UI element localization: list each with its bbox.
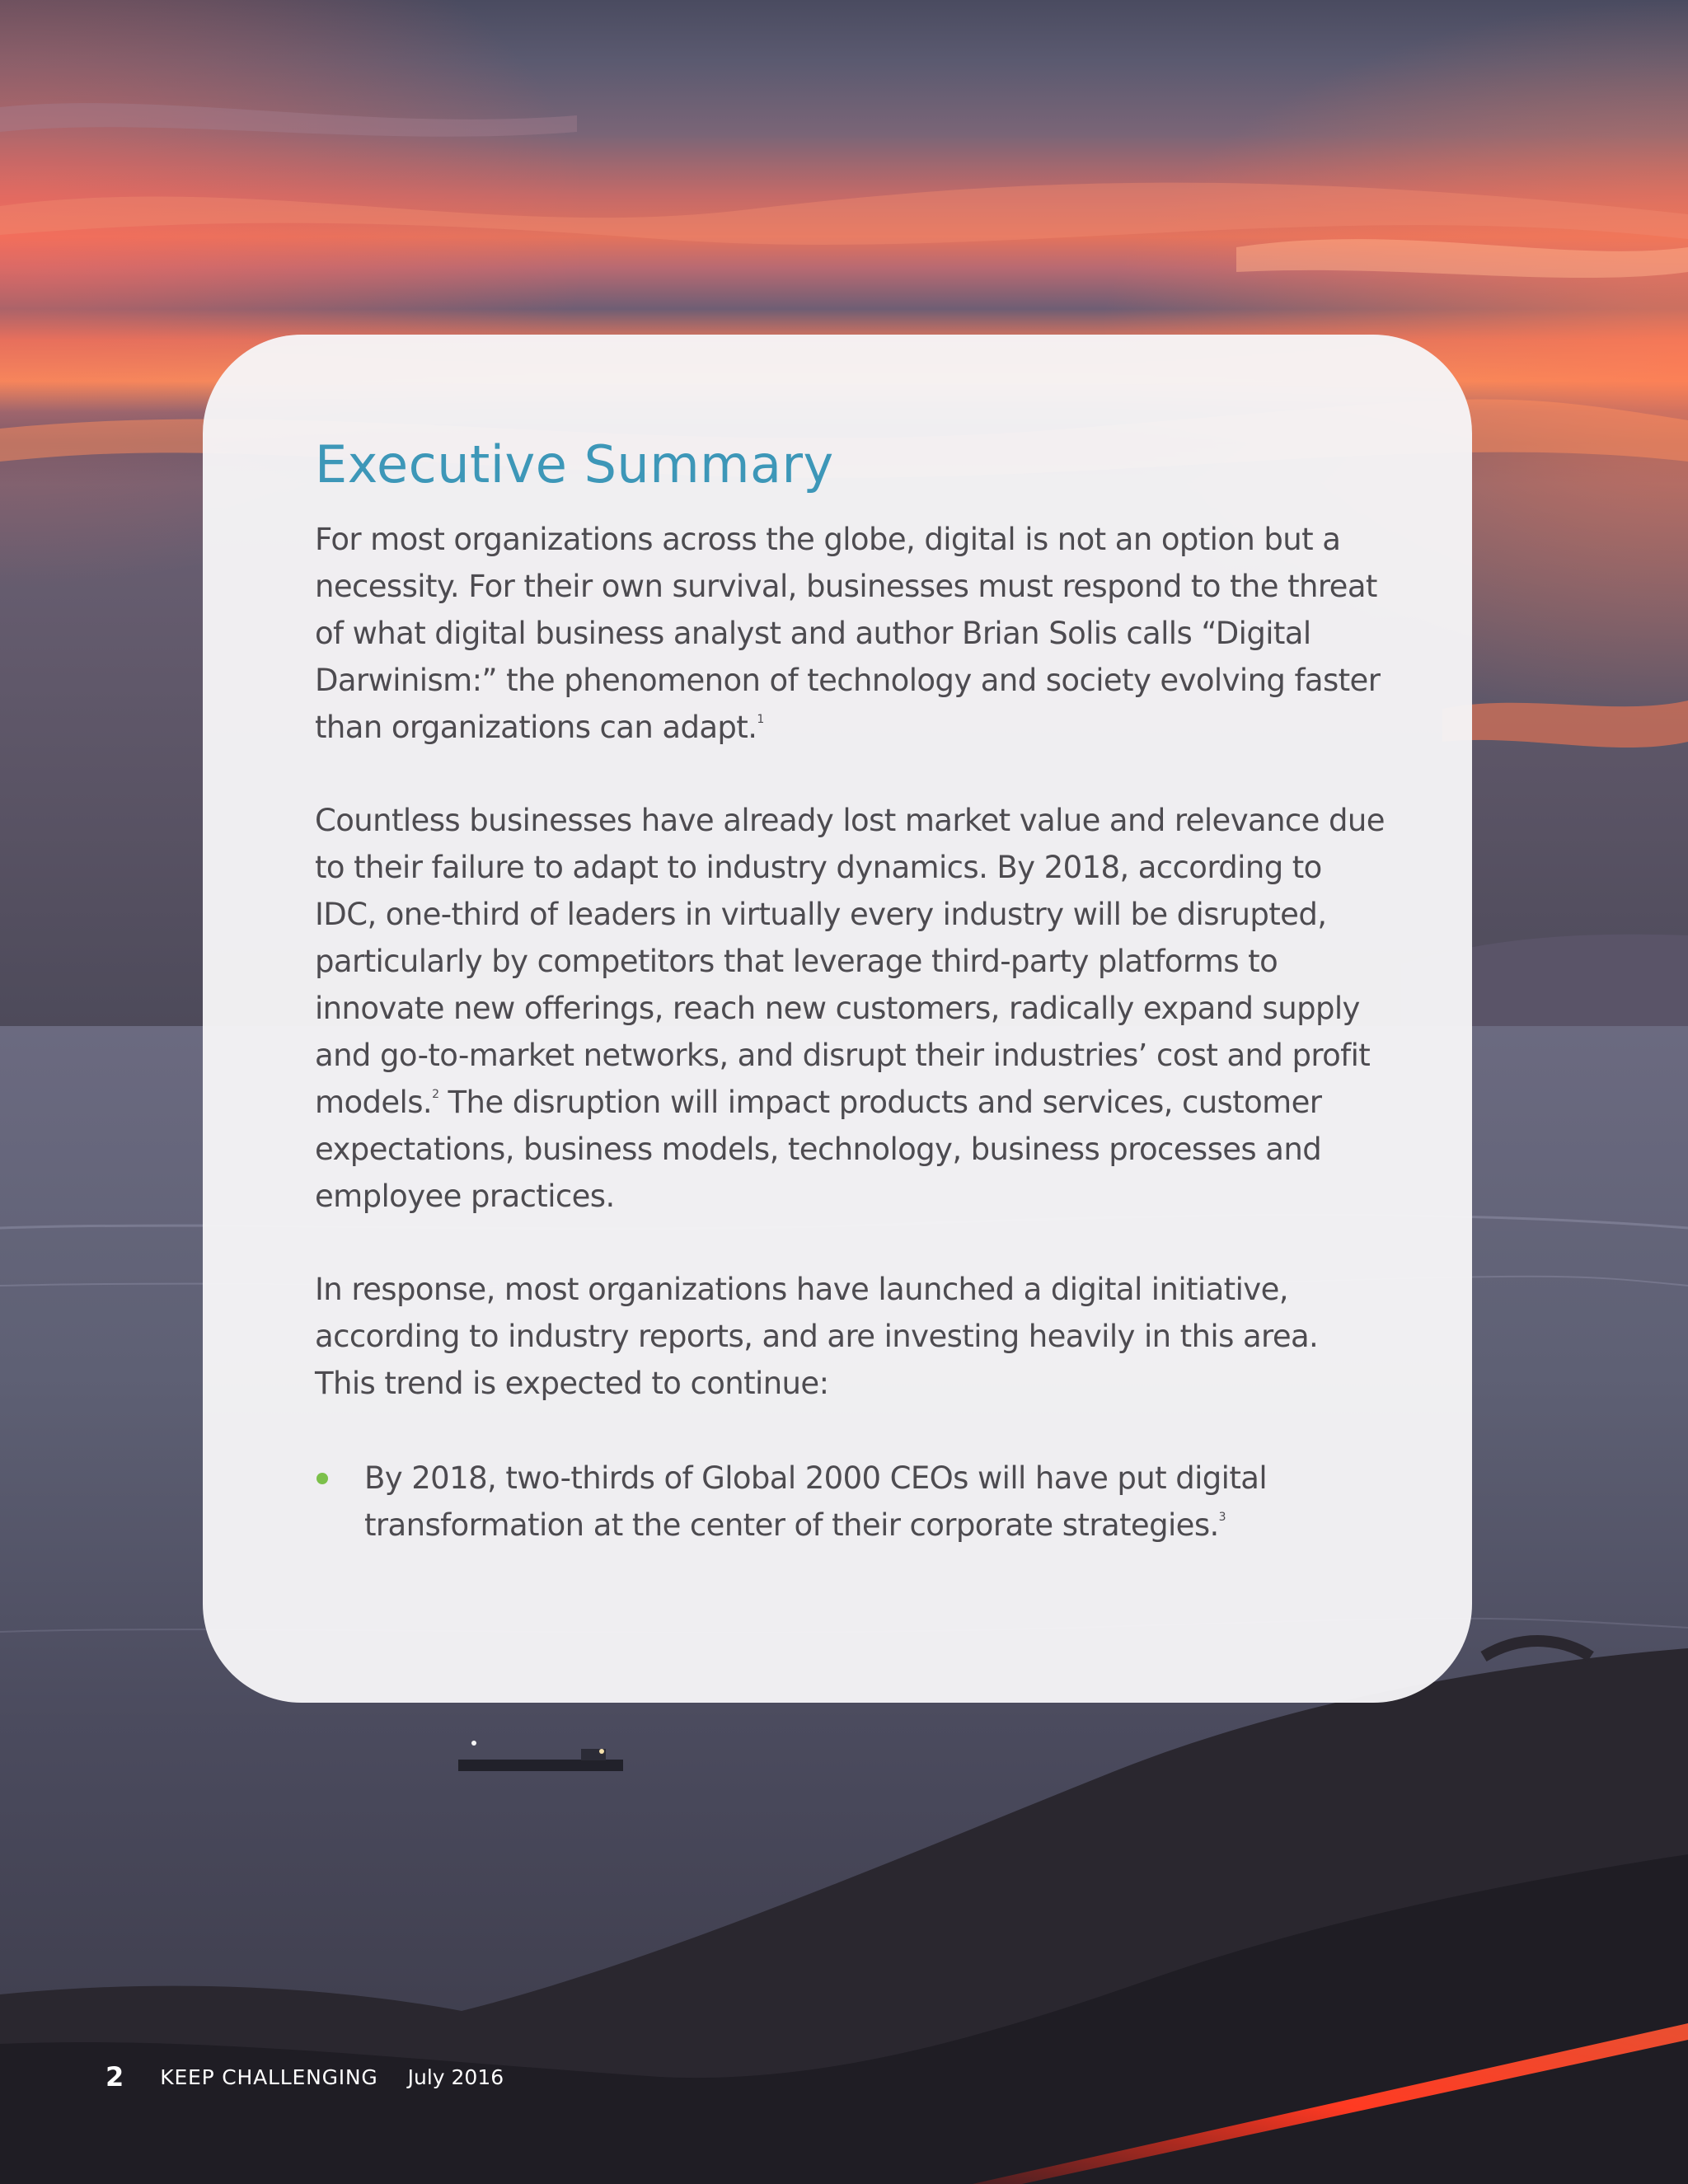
bullet-dot-icon	[316, 1473, 328, 1484]
page-footer	[106, 2060, 504, 2093]
publication-date: July 2016	[407, 2064, 504, 2089]
paragraph-2	[315, 797, 1386, 1220]
footnote-ref-2: 2	[432, 1088, 439, 1101]
paragraph-2-text-b: The disruption will impact products and services, customer expectations, business models, technology, business processes and employee practices.	[315, 1085, 1322, 1214]
footnote-ref-3: 3	[1218, 1511, 1226, 1524]
paragraph-1-text: For most organizations across the globe, digital is not an option but a necessity. For their own survival, businesses must respond to the threat of what digital business analyst and author Brian Solis calls “Digital Darwinism:” the phenomenon of technology and society evolving faster than organizations can adapt.	[315, 522, 1381, 745]
page-title: Executive Summary	[315, 434, 834, 494]
page-number: 2	[106, 2061, 124, 2093]
bullet-item	[315, 1455, 1271, 1549]
paragraph-3: In response, most organizations have launched a digital initiative, according to industry reports, and are investing heavily in this area. This trend is expected to continue:	[315, 1272, 1319, 1401]
footnote-ref-1: 1	[757, 713, 764, 726]
paragraph-2-text-a: Countless businesses have already lost market value and relevance due to their failure to adapt to industry dynamics. By 2018, according to IDC, one-third of leaders in virtually every industry will be disrupted, particularly by competitors that leverage third-party platforms to innovate new offerings, reach new customers, radically expand supply and go-to-market networks, and disrupt their industries’ cost and profit models.	[315, 803, 1385, 1120]
paragraph-1	[315, 516, 1386, 751]
bullet-list	[315, 1455, 1360, 1549]
bullet-text: By 2018, two-thirds of Global 2000 CEOs will have put digital transformation at the center of their corporate strategies.	[364, 1460, 1268, 1543]
executive-summary-card	[203, 335, 1472, 1703]
publication-name: KEEP CHALLENGING	[160, 2064, 378, 2089]
